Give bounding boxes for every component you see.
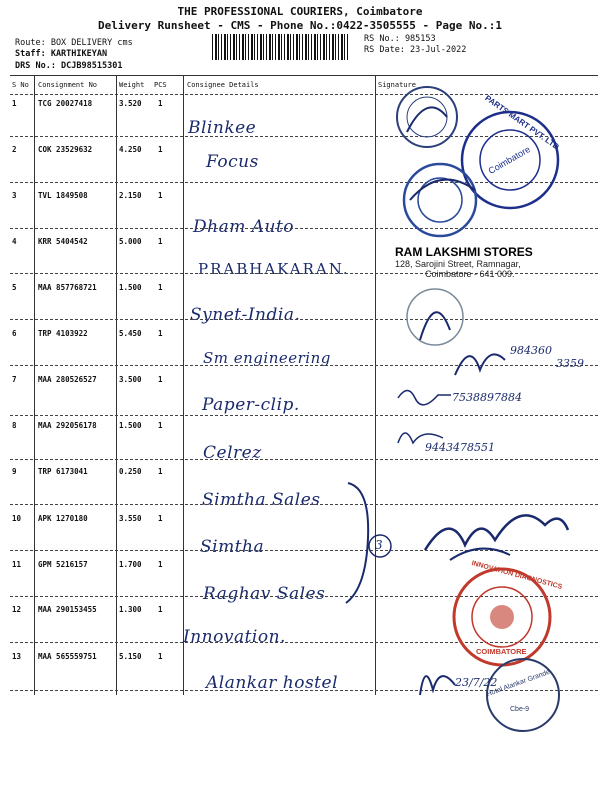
row-weight: 0.250 bbox=[119, 467, 142, 476]
signature-mark bbox=[450, 340, 510, 380]
col-divider bbox=[34, 75, 35, 695]
consignee-handwritten: Focus bbox=[206, 152, 259, 172]
row-pcs: 1 bbox=[158, 467, 163, 476]
row-pcs: 1 bbox=[158, 283, 163, 292]
consignee-handwritten: PRABHAKARAN. bbox=[198, 260, 350, 278]
row-weight: 1.300 bbox=[119, 605, 142, 614]
row-pcs: 1 bbox=[158, 145, 163, 154]
row-weight: 2.150 bbox=[119, 191, 142, 200]
row-weight: 3.520 bbox=[119, 99, 142, 108]
col-header-consignment: Consignment No bbox=[38, 81, 98, 89]
row-divider bbox=[10, 319, 598, 320]
ram-lakshmi-stamp bbox=[395, 245, 575, 279]
row-pcs: 1 bbox=[158, 237, 163, 246]
row-pcs: 1 bbox=[158, 421, 163, 430]
phone-note-1: 984360 bbox=[510, 344, 552, 357]
row-consignment: APK 1270180 bbox=[38, 514, 88, 523]
table-top-border bbox=[10, 75, 598, 76]
row-divider bbox=[10, 228, 598, 229]
hotel-city: Cbe-9 bbox=[510, 706, 530, 713]
row-pcs: 1 bbox=[158, 605, 163, 614]
staff-label: Staff: KARTHIKEYAN bbox=[15, 49, 108, 59]
row-divider bbox=[10, 459, 598, 460]
col-header-details: Consignee Details bbox=[187, 81, 259, 89]
col-divider bbox=[116, 75, 117, 695]
consignee-handwritten: Alankar hostel bbox=[206, 673, 339, 693]
company-title: THE PROFESSIONAL COURIERS, Coimbatore bbox=[177, 5, 423, 18]
consignee-handwritten: Synet-India. bbox=[190, 305, 301, 325]
row-consignment: COK 23529632 bbox=[38, 145, 93, 154]
row-consignment: MAA 280526527 bbox=[38, 375, 97, 384]
row-weight: 5.450 bbox=[119, 329, 142, 338]
row-divider bbox=[10, 415, 598, 416]
row-pcs: 1 bbox=[158, 652, 163, 661]
signature-mark bbox=[393, 383, 453, 408]
row-consignment: MAA 565559751 bbox=[38, 652, 97, 661]
consignee-handwritten: Innovation. bbox=[183, 627, 286, 647]
phone-note-1b: 3359 bbox=[556, 357, 584, 370]
round-seal-stamp-2 bbox=[400, 160, 480, 240]
consignee-handwritten: Dham Auto bbox=[193, 217, 295, 237]
row-sno: 13 bbox=[12, 652, 22, 661]
row-sno: 6 bbox=[12, 329, 17, 338]
row-consignment: KRR 5404542 bbox=[38, 237, 88, 246]
row-weight: 3.500 bbox=[119, 375, 142, 384]
hotel-name: Hotel Alankar Grande bbox=[485, 668, 552, 699]
row-weight: 3.550 bbox=[119, 514, 142, 523]
lakshmi-addr2: Coimbatore - 641 009. bbox=[425, 269, 515, 279]
rs-number: RS No.: 985153 bbox=[364, 34, 436, 44]
row-sno: 1 bbox=[12, 99, 17, 108]
col-header-signature: Signature bbox=[378, 81, 416, 89]
row-consignment: TRP 4103922 bbox=[38, 329, 88, 338]
row-sno: 8 bbox=[12, 421, 17, 430]
row-pcs: 1 bbox=[158, 560, 163, 569]
bracket-mark bbox=[340, 478, 400, 608]
phone-note-3: 9443478551 bbox=[425, 441, 495, 454]
row-weight: 1.700 bbox=[119, 560, 142, 569]
row-pcs: 1 bbox=[158, 99, 163, 108]
row-weight: 5.150 bbox=[119, 652, 142, 661]
signature-mark bbox=[420, 500, 570, 570]
bracket-count: 3 bbox=[375, 538, 383, 552]
row-sno: 10 bbox=[12, 514, 22, 523]
col-header-sno: S No bbox=[12, 81, 29, 89]
row-sno: 5 bbox=[12, 283, 17, 292]
diagnostics-name: INNOVATION DIAGNOSTICS bbox=[470, 560, 563, 591]
row-pcs: 1 bbox=[158, 375, 163, 384]
col-divider bbox=[183, 75, 184, 695]
barcode bbox=[212, 34, 348, 60]
consignee-handwritten: Celrez bbox=[203, 443, 262, 463]
row-consignment: GPM 5216157 bbox=[38, 560, 88, 569]
row-weight: 4.250 bbox=[119, 145, 142, 154]
phone-note-2: 7538897884 bbox=[452, 391, 522, 404]
row-sno: 4 bbox=[12, 237, 17, 246]
col-header-pcs: PCS bbox=[154, 81, 167, 89]
row-sno: 11 bbox=[12, 560, 22, 569]
row-sno: 2 bbox=[12, 145, 17, 154]
header-divider bbox=[10, 94, 598, 95]
lakshmi-addr1: 128, Sarojini Street, Ramnagar, bbox=[395, 259, 521, 269]
row-weight: 5.000 bbox=[119, 237, 142, 246]
lakshmi-name: RAM LAKSHMI STORES bbox=[395, 245, 533, 259]
row-sno: 3 bbox=[12, 191, 17, 200]
row-consignment: MAA 290153455 bbox=[38, 605, 97, 614]
consignee-handwritten: Sm engineering bbox=[203, 349, 331, 367]
parts-mart-name: PARTS MART PVT. LTD bbox=[483, 93, 561, 152]
consignee-handwritten: Simtha bbox=[200, 537, 265, 557]
drs-number: DRS No.: DCJB98515301 bbox=[15, 61, 123, 71]
runsheet-subtitle: Delivery Runsheet - CMS - Phone No.:0422-3505555 - Page No.:1 bbox=[98, 19, 502, 32]
consignee-handwritten: Raghav Sales bbox=[203, 584, 326, 604]
rs-date: RS Date: 23-Jul-2022 bbox=[364, 45, 467, 55]
row-pcs: 1 bbox=[158, 329, 163, 338]
row-weight: 1.500 bbox=[119, 283, 142, 292]
row-sno: 7 bbox=[12, 375, 17, 384]
consignee-handwritten: Paper-clip. bbox=[202, 395, 300, 415]
row-pcs: 1 bbox=[158, 191, 163, 200]
parts-mart-city: Coimbatore bbox=[486, 144, 532, 176]
round-seal-stamp bbox=[392, 82, 462, 152]
row-pcs: 1 bbox=[158, 514, 163, 523]
row-consignment: TCG 20027418 bbox=[38, 99, 93, 108]
row-consignment: MAA 857768721 bbox=[38, 283, 97, 292]
row-consignment: TVL 1849508 bbox=[38, 191, 88, 200]
row-sno: 9 bbox=[12, 467, 17, 476]
date-note: 23/7/22 bbox=[455, 676, 498, 689]
consignee-handwritten: Simtha Sales bbox=[202, 490, 321, 510]
route-label: Route: BOX DELIVERY cms bbox=[15, 38, 133, 48]
row-sno: 12 bbox=[12, 605, 22, 614]
diagnostics-city: COIMBATORE bbox=[476, 647, 527, 656]
row-consignment: MAA 292056178 bbox=[38, 421, 97, 430]
row-consignment: TRP 6173041 bbox=[38, 467, 88, 476]
col-header-weight: Weight bbox=[119, 81, 145, 89]
consignee-handwritten: Blinkee bbox=[188, 118, 257, 138]
row-weight: 1.500 bbox=[119, 421, 142, 430]
